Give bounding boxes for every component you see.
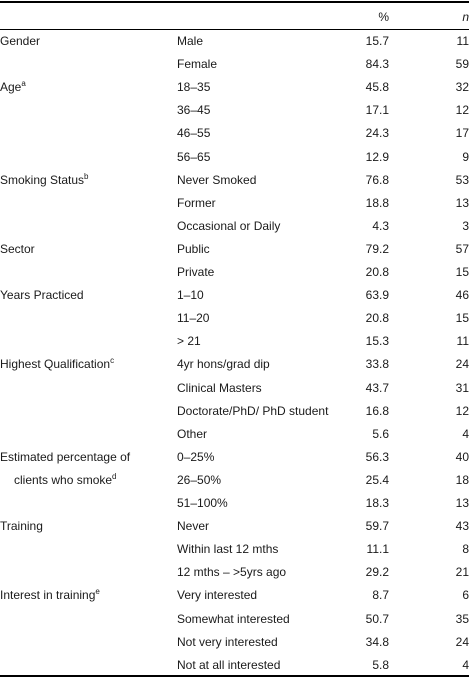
table-row xyxy=(0,353,469,376)
row-count: 18 xyxy=(455,472,469,487)
table-row xyxy=(0,192,469,215)
row-variable xyxy=(0,446,130,469)
row-variable xyxy=(0,238,35,261)
table-row xyxy=(0,330,469,353)
row-category: 4yr hons/grad dip xyxy=(177,357,270,372)
table-row xyxy=(0,469,469,492)
table-row xyxy=(0,584,469,607)
row-variable xyxy=(0,469,117,492)
row-percent: 63.9 xyxy=(365,288,389,303)
row-count: 13 xyxy=(455,195,469,210)
row-count: 43 xyxy=(455,519,469,534)
row-category: 0–25% xyxy=(177,449,215,464)
row-percent: 11.1 xyxy=(366,542,389,557)
row-percent: 8.7 xyxy=(372,588,389,603)
row-count: 4 xyxy=(462,657,469,672)
row-variable xyxy=(0,30,40,53)
row-category: Male xyxy=(177,34,204,48)
row-category: Not very interested xyxy=(177,634,278,649)
row-count: 13 xyxy=(455,496,469,510)
row-count: 12 xyxy=(455,403,469,418)
row-percent: 24.3 xyxy=(365,126,389,141)
row-percent: 20.8 xyxy=(365,265,389,279)
row-category: Doctorate/PhD/ PhD student xyxy=(177,403,329,418)
row-variable xyxy=(0,76,26,99)
row-category: 51–100% xyxy=(177,496,228,510)
row-variable xyxy=(0,353,114,376)
table-row xyxy=(0,238,469,261)
row-percent: 43.7 xyxy=(365,380,389,395)
row-percent: 18.8 xyxy=(365,195,389,210)
row-category: Clinical Masters xyxy=(177,380,262,395)
row-count: 59 xyxy=(455,57,469,72)
row-percent: 16.8 xyxy=(365,403,389,418)
table-row xyxy=(0,423,469,446)
row-variable xyxy=(0,584,100,607)
table-row xyxy=(0,561,469,584)
row-percent: 56.3 xyxy=(365,449,389,464)
row-category: 56–65 xyxy=(177,149,211,164)
row-category: 36–45 xyxy=(177,103,211,118)
table-bottom-rule xyxy=(0,675,469,677)
row-variable-text: Interest in training xyxy=(0,588,96,603)
row-count: 24 xyxy=(455,357,469,372)
row-count: 57 xyxy=(455,241,469,256)
row-category: Other xyxy=(177,426,208,441)
table-row xyxy=(0,608,469,631)
row-variable-text: Age xyxy=(0,80,22,95)
table-row xyxy=(0,215,469,238)
row-percent: 34.8 xyxy=(365,634,389,649)
row-percent: 59.7 xyxy=(365,519,389,534)
row-variable xyxy=(0,169,89,192)
row-count: 32 xyxy=(455,80,469,95)
row-count: 11 xyxy=(456,34,469,48)
row-count: 15 xyxy=(455,265,469,279)
table-row xyxy=(0,261,469,284)
row-count: 53 xyxy=(455,172,469,187)
table-row xyxy=(0,515,469,538)
row-count: 31 xyxy=(455,380,469,395)
row-percent: 25.4 xyxy=(365,472,389,487)
row-count: 3 xyxy=(462,218,469,233)
row-count: 6 xyxy=(462,588,469,603)
row-percent: 20.8 xyxy=(365,311,389,326)
table-row xyxy=(0,307,469,330)
header-n: n xyxy=(462,10,469,24)
table-row xyxy=(0,446,469,469)
footnote-marker: e xyxy=(95,587,100,597)
row-percent: 15.7 xyxy=(365,34,389,48)
table-header-row xyxy=(0,6,469,29)
row-category: Never Smoked xyxy=(177,172,257,187)
row-percent: 15.3 xyxy=(365,334,389,349)
row-percent: 29.2 xyxy=(365,565,389,580)
row-count: 24 xyxy=(455,634,469,649)
table-row xyxy=(0,76,469,99)
row-percent: 5.8 xyxy=(372,657,389,672)
row-percent: 17.1 xyxy=(365,103,389,118)
table-row xyxy=(0,538,469,561)
row-category: Not at all interested xyxy=(177,657,281,672)
footnote-marker: d xyxy=(112,471,117,481)
row-variable xyxy=(0,515,43,538)
row-count: 15 xyxy=(455,311,469,326)
row-percent: 84.3 xyxy=(365,57,389,72)
row-count: 8 xyxy=(462,542,469,557)
row-count: 46 xyxy=(455,288,469,303)
row-count: 12 xyxy=(455,103,469,118)
row-category: 46–55 xyxy=(177,126,211,141)
row-category: 26–50% xyxy=(177,472,222,487)
row-category: Within last 12 mths xyxy=(177,542,279,557)
row-category: 1–10 xyxy=(177,288,204,303)
footnote-marker: c xyxy=(110,356,115,366)
row-category: 18–35 xyxy=(177,80,211,95)
table-row xyxy=(0,53,469,76)
table-row xyxy=(0,99,469,122)
table-row xyxy=(0,169,469,192)
row-count: 4 xyxy=(462,426,469,441)
row-percent: 45.8 xyxy=(365,80,389,95)
row-percent: 79.2 xyxy=(365,241,389,256)
row-percent: 33.8 xyxy=(365,357,389,372)
table-row xyxy=(0,400,469,423)
row-count: 11 xyxy=(456,334,469,349)
table-row xyxy=(0,284,469,307)
row-count: 40 xyxy=(455,449,469,464)
table-row xyxy=(0,492,469,515)
row-category: Very interested xyxy=(177,588,258,603)
table-top-rule xyxy=(0,1,469,3)
footnote-marker: a xyxy=(21,79,26,89)
row-percent: 4.3 xyxy=(372,218,389,233)
header-percent: % xyxy=(378,10,389,24)
row-variable-text: Smoking Status xyxy=(0,172,85,187)
row-percent: 12.9 xyxy=(365,149,389,164)
row-variable-text: Estimated percentage of xyxy=(0,449,131,464)
row-count: 17 xyxy=(455,126,469,141)
row-category: Public xyxy=(177,241,210,256)
row-variable-text: Years Practiced xyxy=(0,288,84,303)
row-percent: 76.8 xyxy=(365,172,389,187)
row-variable-text: Sector xyxy=(0,241,35,256)
row-variable-text: clients who smoke xyxy=(14,472,113,487)
table-row xyxy=(0,654,469,677)
table-row xyxy=(0,30,469,53)
row-count: 9 xyxy=(462,149,469,164)
row-variable-text: Highest Qualification xyxy=(0,357,111,372)
row-category: 12 mths – >5yrs ago xyxy=(177,565,287,580)
footnote-marker: b xyxy=(84,171,89,181)
row-count: 21 xyxy=(455,565,469,580)
table-row xyxy=(0,631,469,654)
row-count: 35 xyxy=(455,611,469,626)
table-row xyxy=(0,377,469,400)
row-category: Female xyxy=(177,57,218,72)
row-variable-text: Gender xyxy=(0,34,41,48)
row-category: Former xyxy=(177,195,216,210)
row-category: 11–20 xyxy=(177,311,210,326)
row-percent: 50.7 xyxy=(365,611,389,626)
table-row xyxy=(0,122,469,145)
row-category: Never xyxy=(177,519,210,534)
row-percent: 5.6 xyxy=(372,426,389,441)
table-row xyxy=(0,146,469,169)
row-category: Somewhat interested xyxy=(177,611,290,626)
row-percent: 18.3 xyxy=(365,496,389,510)
row-category: Occasional or Daily xyxy=(177,218,281,233)
row-category: > 21 xyxy=(177,334,201,349)
row-variable xyxy=(0,284,84,307)
row-category: Private xyxy=(177,265,215,279)
row-variable-text: Training xyxy=(0,519,43,534)
